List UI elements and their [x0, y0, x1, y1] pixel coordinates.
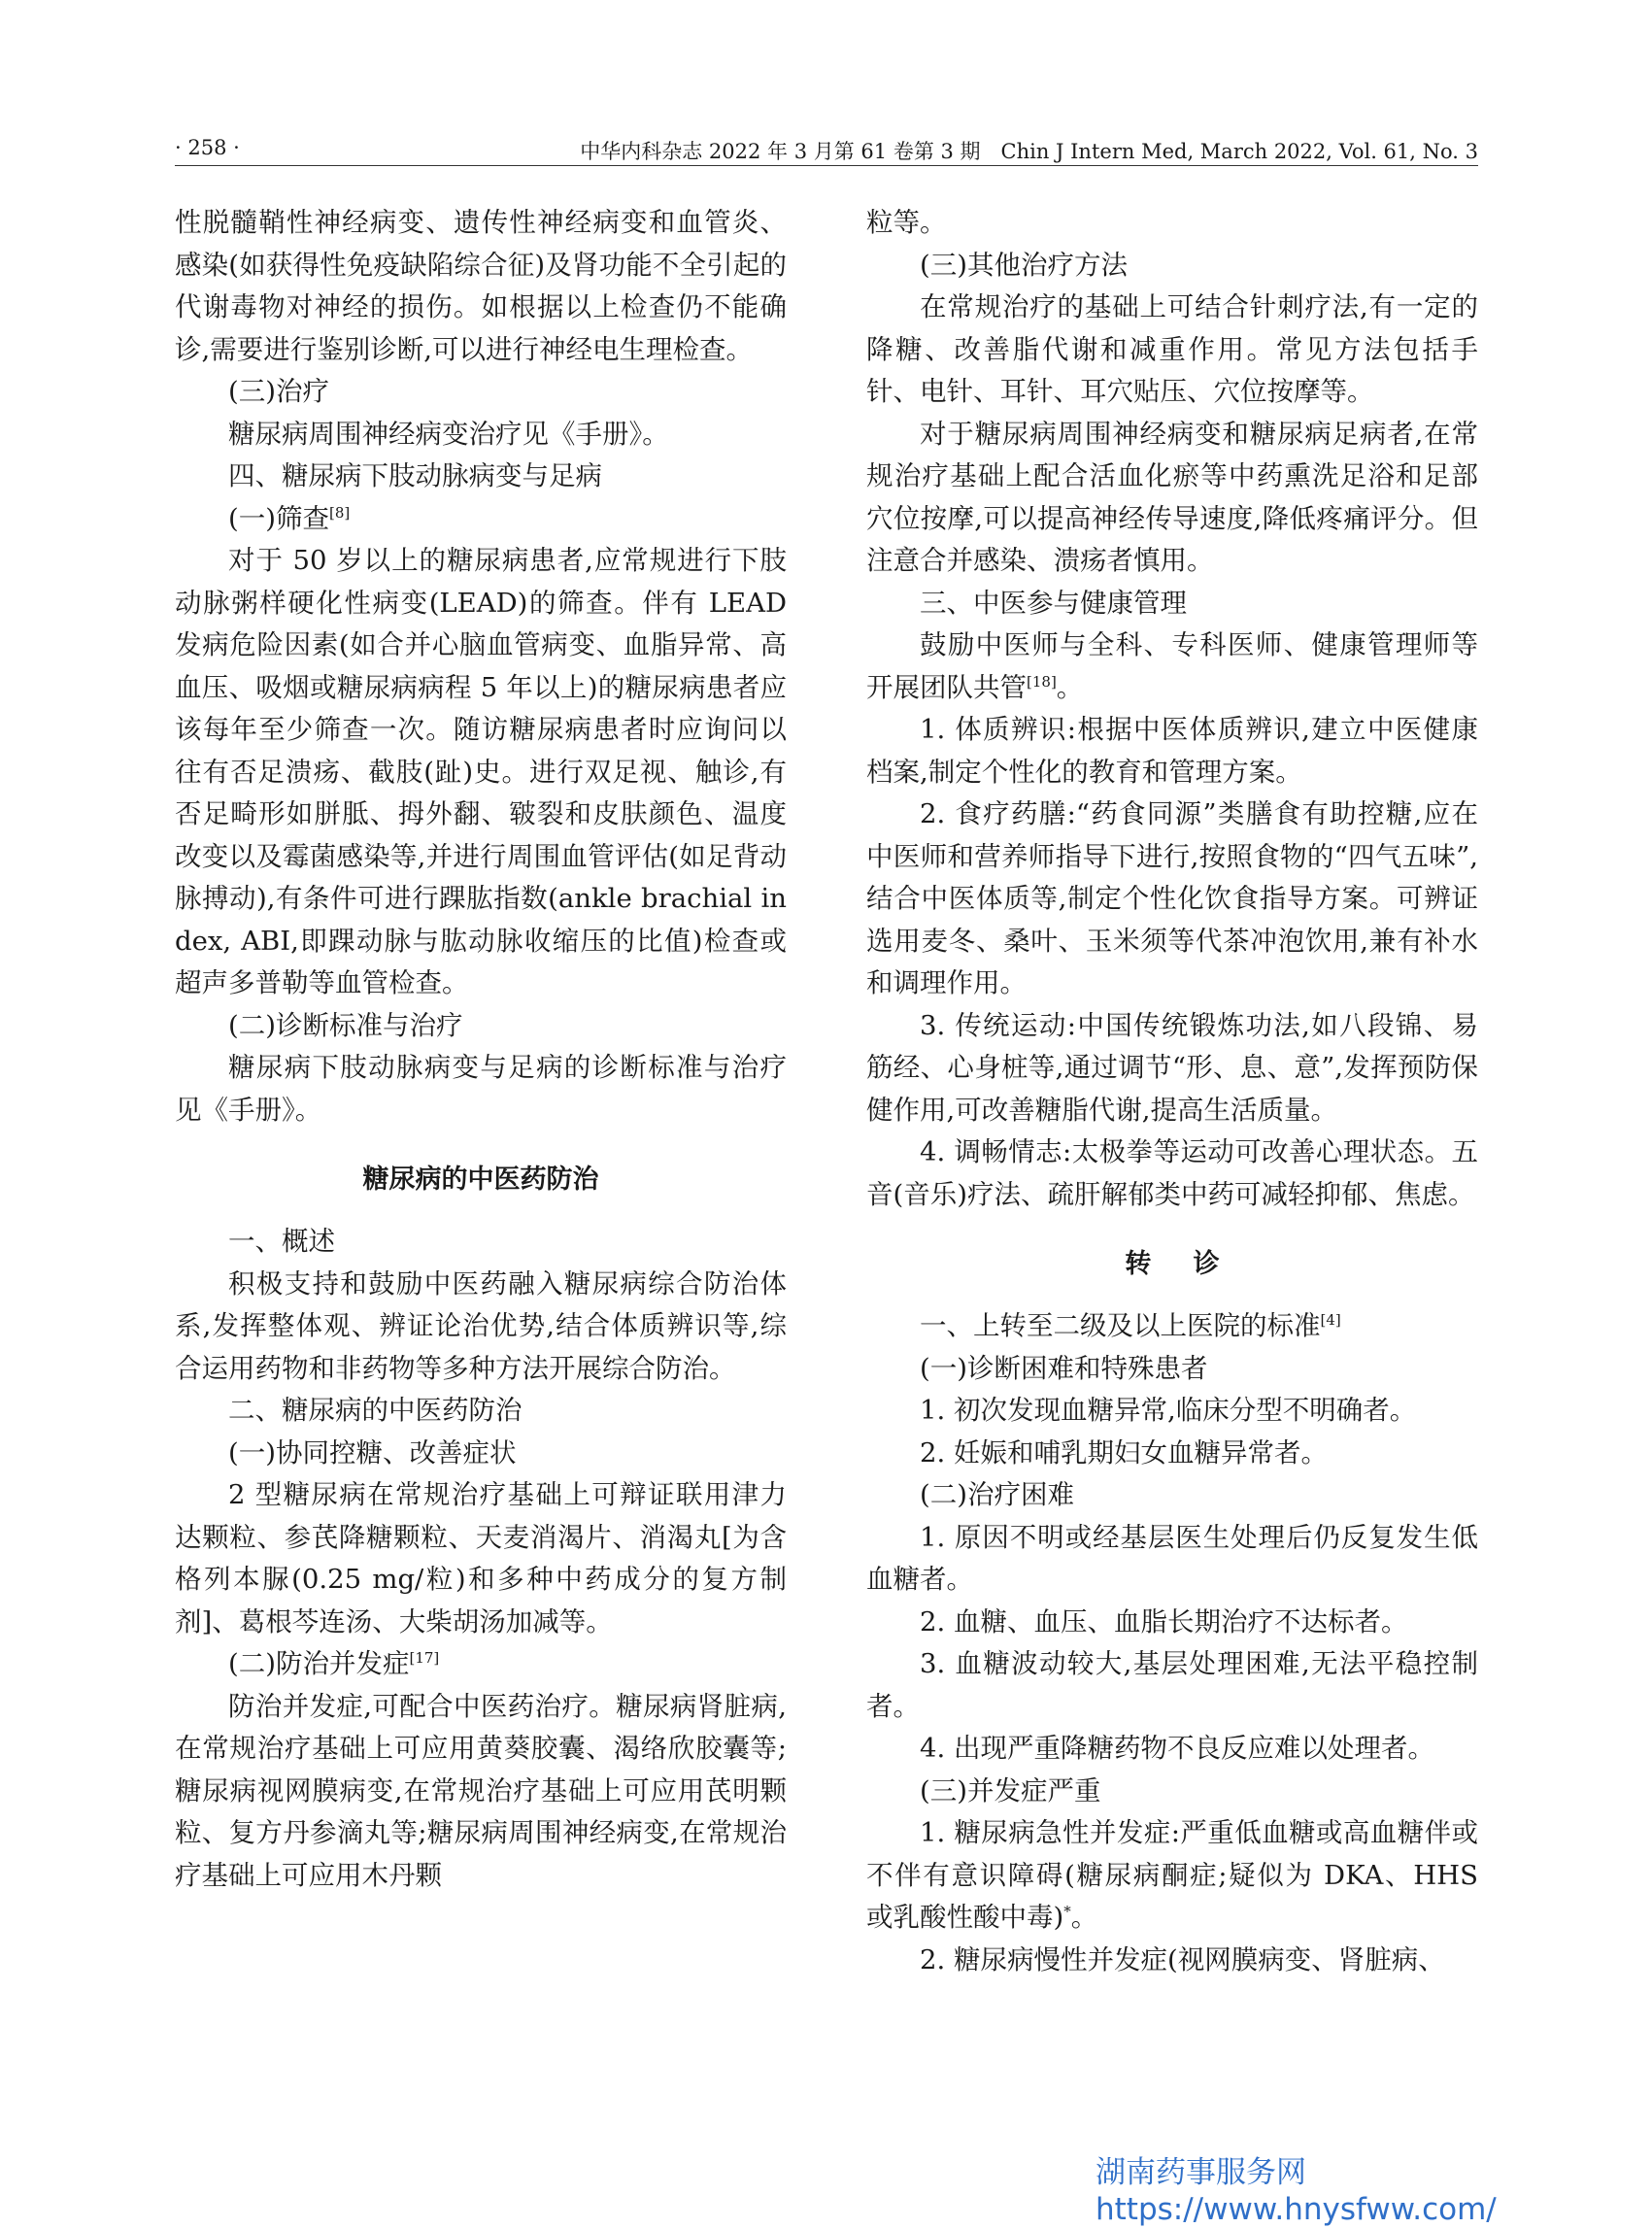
paragraph: [866, 1474, 1478, 1517]
paragraph-text: 四、糖尿病下肢动脉病变与足病: [228, 460, 602, 491]
paragraph-text: 3. 血糖波动较大,基层处理困难,无法平稳控制者。: [866, 1648, 1478, 1722]
paragraph: [866, 625, 1478, 709]
paragraph: [866, 1728, 1478, 1771]
paragraph-text: 1. 糖尿病急性并发症:严重低血糖或高血糖伴或不伴有意识障碍(糖尿病酮症;疑似为 DKA、HHS 或乳酸性酸中毒): [866, 1817, 1478, 1933]
paragraph: [175, 202, 787, 371]
paragraph: [175, 498, 787, 541]
paragraph: [175, 1433, 787, 1475]
watermark-site-name: 湖南药事服务网: [1096, 2155, 1306, 2190]
paragraph-text: 1. 原因不明或经基层医生处理后仍反复发生低血糖者。: [866, 1521, 1478, 1595]
paragraph: [866, 245, 1478, 287]
paragraph: [866, 1433, 1478, 1475]
paragraph-text: 2. 血糖、血压、血脂长期治疗不达标者。: [920, 1605, 1408, 1637]
paragraph: [866, 1602, 1478, 1644]
paragraph-text: (三)治疗: [228, 376, 329, 407]
paragraph: [175, 456, 787, 498]
paragraph-text: 一、概述: [228, 1226, 335, 1257]
paragraph: [866, 1517, 1478, 1602]
paragraph-text: 1. 初次发现血糖异常,临床分型不明确者。: [920, 1395, 1417, 1426]
paragraph-text: (二)治疗困难: [920, 1479, 1074, 1510]
paragraph: [175, 1047, 787, 1131]
site-watermark: [1096, 2154, 1503, 2228]
paragraph: [175, 1686, 787, 1898]
paragraph: [175, 540, 787, 1005]
reference-marker: [17]: [409, 1648, 440, 1667]
right-column: [866, 202, 1478, 1981]
journal-citation: 中华内科杂志 2022 年 3 月第 61 卷第 3 期 Chin J Intern Med, March 2022, Vol. 61, No. 3: [580, 140, 1478, 163]
paragraph: [866, 1643, 1478, 1728]
paragraph-text: 2. 糖尿病慢性并发症(视网膜病变、肾脏病、: [920, 1943, 1445, 1975]
section-heading: 糖尿病的中医药防治: [362, 1165, 599, 1195]
paragraph: [866, 1771, 1478, 1813]
paragraph-text: 2. 食疗药膳:“药食同源”类膳食有助控糖,应在中医师和营养师指导下进行,按照食物的“四气五味”,结合中医体质等,制定个性化饮食指导方案。可辨证选用麦冬、桑叶、玉米须等代茶冲泡饮用,兼有补水和调理作用。: [866, 798, 1478, 998]
watermark-url: https://www.hnysfww.com/: [1096, 2192, 1497, 2227]
paragraph: [175, 1643, 787, 1686]
paragraph-text: 防治并发症,可配合中医药治疗。糖尿病肾脏病,在常规治疗基础上可应用黄葵胶囊、渴络欣胶囊等;糖尿病视网膜病变,在常规治疗基础上可应用芪明颗粒、复方丹参滴丸等;糖尿病周围神经病变,在常规治疗基础上可应用木丹颗: [175, 1690, 787, 1891]
paragraph-text: (一)协同控糖、改善症状: [228, 1436, 517, 1468]
paragraph-text: (二)防治并发症: [228, 1648, 410, 1679]
paragraph-text: 4. 出现严重降糖药物不良反应难以处理者。: [920, 1733, 1434, 1764]
paragraph: [866, 1131, 1478, 1216]
paragraph-text: (三)并发症严重: [920, 1774, 1101, 1806]
paragraph-text: 2. 妊娠和哺乳期妇女血糖异常者。: [920, 1436, 1328, 1468]
paragraph-tail: 。: [1070, 1902, 1098, 1933]
reference-marker: [8]: [328, 503, 351, 522]
paragraph-text: 三、中医参与健康管理: [920, 587, 1187, 619]
paragraph-text: (三)其他治疗方法: [920, 249, 1128, 281]
paragraph-text: 糖尿病周围神经病变治疗见《手册》。: [228, 418, 669, 450]
section-heading: 转诊: [1125, 1249, 1262, 1279]
paragraph-text: 2 型糖尿病在常规治疗基础上可辩证联用津力达颗粒、参芪降糖颗粒、天麦消渴片、消渴丸[为含格列本脲(0.25 mg/粒)和多种中药成分的复方制剂]、葛根芩连汤、大柴胡汤加减等。: [175, 1479, 787, 1637]
paragraph: [866, 1940, 1478, 1982]
left-column: [175, 202, 787, 1897]
paragraph: [866, 1812, 1478, 1940]
paragraph-text: 一、上转至二级及以上医院的标准: [920, 1310, 1321, 1341]
running-header: [175, 132, 1478, 166]
paragraph: [175, 1474, 787, 1643]
paragraph-text: 鼓励中医师与全科、专科医师、健康管理师等开展团队共管: [866, 629, 1478, 703]
paragraph-text: 1. 体质辨识:根据中医体质辨识,建立中医健康档案,制定个性化的教育和管理方案。: [866, 714, 1478, 788]
page-number: · 258 ·: [175, 136, 240, 159]
reference-marker: [18]: [1027, 672, 1057, 691]
paragraph: [866, 202, 1478, 245]
paragraph-text: 4. 调畅情志:太极拳等运动可改善心理状态。五音(音乐)疗法、疏肝解郁类中药可减轻抑郁、焦虑。: [866, 1136, 1478, 1210]
paragraph: [175, 1390, 787, 1433]
paragraph-tail: 。: [1056, 671, 1084, 703]
paragraph: [175, 1264, 787, 1391]
paragraph: [866, 583, 1478, 625]
paragraph-text: (一)筛查: [228, 502, 329, 534]
paragraph-text: 性脱髓鞘性神经病变、遗传性神经病变和血管炎、感染(如获得性免疫缺陷综合征)及肾功能不全引起的代谢毒物对神经的损伤。如根据以上检查仍不能确诊,需要进行鉴别诊断,可以进行神经电生理检查。: [175, 207, 787, 365]
paragraph-text: 3. 传统运动:中国传统锻炼功法,如八段锦、易筋经、心身桩等,通过调节“形、息、意”,发挥预防保健作用,可改善糖脂代谢,提高生活质量。: [866, 1009, 1478, 1126]
reference-marker: [4]: [1320, 1310, 1341, 1329]
paragraph: [866, 793, 1478, 1005]
paragraph-text: (二)诊断标准与治疗: [228, 1009, 463, 1041]
paragraph: [866, 414, 1478, 583]
paragraph-text: 积极支持和鼓励中医药融入糖尿病综合防治体系,发挥整体观、辨证论治优势,结合体质辨识等,综合运用药物和非药物等多种方法开展综合防治。: [175, 1267, 787, 1384]
paragraph: [175, 1221, 787, 1264]
paragraph-text: 对于 50 岁以上的糖尿病患者,应常规进行下肢动脉粥样硬化性病变(LEAD)的筛查。伴有 LEAD 发病危险因素(如合并心脑血管病变、血脂异常、高血压、吸烟或糖尿病病程 5 年以上)的糖尿病患者应该每年至少筛查一次。随访糖尿病患者时应询问以往有否足溃疡、截肢(趾)史。进行双足视、触诊,有否足畸形如胼胝、拇外翻、皲裂和皮肤颜色、温度改变以及霉菌感染等,并进行周围血管评估(如足背动脉搏动),有条件可进行踝肱指数(ankle brachial index, ABI,即踝动脉与肱动脉收缩压的比值)检查或超声多普勒等血管检查。: [175, 545, 787, 998]
paragraph-text: 粒等。: [866, 207, 947, 238]
paragraph: [175, 371, 787, 414]
paragraph-text: 对于糖尿病周围神经病变和糖尿病足病者,在常规治疗基础上配合活血化瘀等中药熏洗足浴和足部穴位按摩,可以提高神经传导速度,降低疼痛评分。但注意合并感染、溃疡者慎用。: [866, 418, 1478, 576]
paragraph: [175, 414, 787, 456]
paragraph: [866, 1348, 1478, 1391]
paragraph: [866, 1305, 1478, 1348]
paragraph: [866, 287, 1478, 414]
paragraph: [866, 709, 1478, 793]
paragraph: [175, 1005, 787, 1048]
paragraph-text: 糖尿病下肢动脉病变与足病的诊断标准与治疗见《手册》。: [175, 1052, 787, 1126]
paragraph-text: 在常规治疗的基础上可结合针刺疗法,有一定的降糖、改善脂代谢和减重作用。常见方法包括手针、电针、耳针、耳穴贴压、穴位按摩等。: [866, 291, 1478, 407]
paragraph: [866, 1005, 1478, 1132]
paragraph: [866, 1390, 1478, 1433]
reference-marker: *: [1063, 1902, 1071, 1920]
paragraph-text: 二、糖尿病的中医药防治: [228, 1395, 523, 1426]
paragraph-text: (一)诊断困难和特殊患者: [920, 1352, 1208, 1384]
